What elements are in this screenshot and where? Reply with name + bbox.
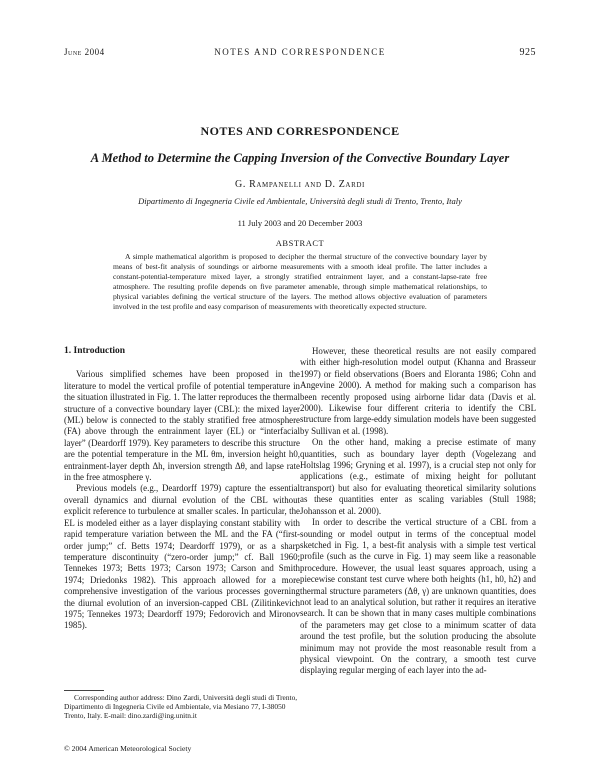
- corresponding-author-footnote: Corresponding author address: Dino Zardi, Università degli studi di Trento, Dipartimento di Ingegneria Civile ed Ambientale, via Mesiano 77, I-38050 Trento, Italy. E-mail: dino.zardi@ing.unitn.it: [64, 693, 298, 721]
- running-head: [64, 47, 536, 61]
- page-number: 925: [519, 47, 536, 58]
- right-column: [300, 346, 536, 677]
- article-title: A Method to Determine the Capping Inversion of the Convective Boundary Layer: [90, 151, 510, 165]
- copyright-notice: © 2004 American Meteorological Society: [64, 744, 192, 753]
- running-head-date: June 2004: [64, 47, 105, 57]
- authors: G. Rampanelli and D. Zardi: [235, 179, 365, 190]
- introduction-heading: 1. Introduction: [64, 346, 126, 356]
- running-head-section: NOTES AND CORRESPONDENCE: [214, 47, 386, 57]
- right-paragraph-1: However, these theoretical results are not easily compared with either high-resolution model output (Khanna and Brasseur 1997) or field observations (Boers and Eloranta 1986; Cohn and Angevine 2000). A method for making such a comparison has been recently proposed using airborne lidar data (Davis et al. 2000). Likewise four different criteria to identify the CBL structure from large-eddy simulation models have been suggested by Sullivan et al. (1998).: [300, 346, 536, 436]
- section-title: NOTES AND CORRESPONDENCE: [200, 124, 400, 138]
- received-dates: 11 July 2003 and 20 December 2003: [237, 218, 363, 228]
- right-paragraph-2: On the other hand, making a precise estimate of many quantities, such as boundary layer depth (Vogelezang and Holtslag 1996; Gryning et al. 1997), is a crucial step not only for applications (e.g., estimate of mixing height for pollutant transport) but also for evaluating theoretical similarity solutions as these quantities enter as scaling variables (Stull 1988; Johansson et al. 2000).: [300, 437, 536, 516]
- abstract-heading: ABSTRACT: [275, 238, 325, 248]
- footnote-rule: [64, 690, 104, 691]
- right-paragraph-3: In order to describe the vertical structure of a CBL from a sounding or model output in terms of the conceptual model sketched in Fig. 1, a best-fit analysis with a simple test vertical profile (such as the curve in Fig. 1) may seem like a reasonable procedure. However, the usual least squares approach, using a piecewise constant test curve where both heights (h1, h0, h2) and thermal structure parameters (Δθ, γ) are unknown quantities, does not lead to an analytical solution, but rather it requires an iterative search. It can be shown that in many cases multiple combinations of the parameters may get close to a minimum scatter of data around the test profile, but the solution producing the absolute minimum may not provide the most reasonable result from a physical viewpoint. On the contrary, a smooth test curve displaying regular merging of each layer into the ad-: [300, 517, 536, 676]
- abstract-text: A simple mathematical algorithm is proposed to decipher the thermal structure of the convective boundary layer by means of best-fit analysis of soundings or airborne measurements with a smooth ideal profile. The latter includes a constant-potential-temperature mixed layer, a strongly stratified entrainment layer, and a constant-lapse-rate free atmosphere. The resulting profile depends on five parameter amenable, through simple mathematical relationships, to physical variables defining the vertical structure of the layers. The method allows objective evaluation of parameters involved in the test profile and easy comparison of measurements with theoretically expected structure.: [113, 252, 487, 311]
- left-column: [64, 346, 300, 632]
- intro-paragraph-1: Various simplified schemes have been proposed in the literature to model the vertical profile of potential temperature in the situation illustrated in Fig. 1. The latter reproduces the thermal structure of a convective boundary layer (CBL): the mixed layer (ML) below is connected to the stably stratified free atmosphere (FA) above through the entrainment layer (EL) or “interfacial layer” (Deardorff 1979). Key parameters to describe this structure are the potential temperature in the ML θm, inversion height h0, entrainment-layer depth Δh, inversion strength Δθ, and lapse rate in the free atmosphere γ.: [64, 369, 300, 483]
- affiliation: Dipartimento di Ingegneria Civile ed Ambientale, Università degli studi di Trento, Trento, Italy: [138, 196, 462, 206]
- intro-paragraph-2: Previous models (e.g., Deardorff 1979) capture the essential overall dynamics and diurnal evolution of the CBL without explicit reference to turbulence at smaller scales. In particular, the EL is modeled either as a layer displaying constant stability with rapid temperature variation between the ML and the FA (“first-order jump;” cf. Betts 1974; Deardorff 1979), or as a sharp temperature discontinuity (“zero-order jump;” cf. Ball 1960; Tennekes 1973; Betts 1973; Carson 1973; Carson and Smith 1974; Driedonks 1982). This approach allowed for a more comprehensive investigation of the various processes governing the diurnal evolution of an inversion-capped CBL (Zilitinkevich 1975; Tennekes 1973; Deardorff 1979; Fedorovich and Mironov 1985).: [64, 483, 300, 631]
